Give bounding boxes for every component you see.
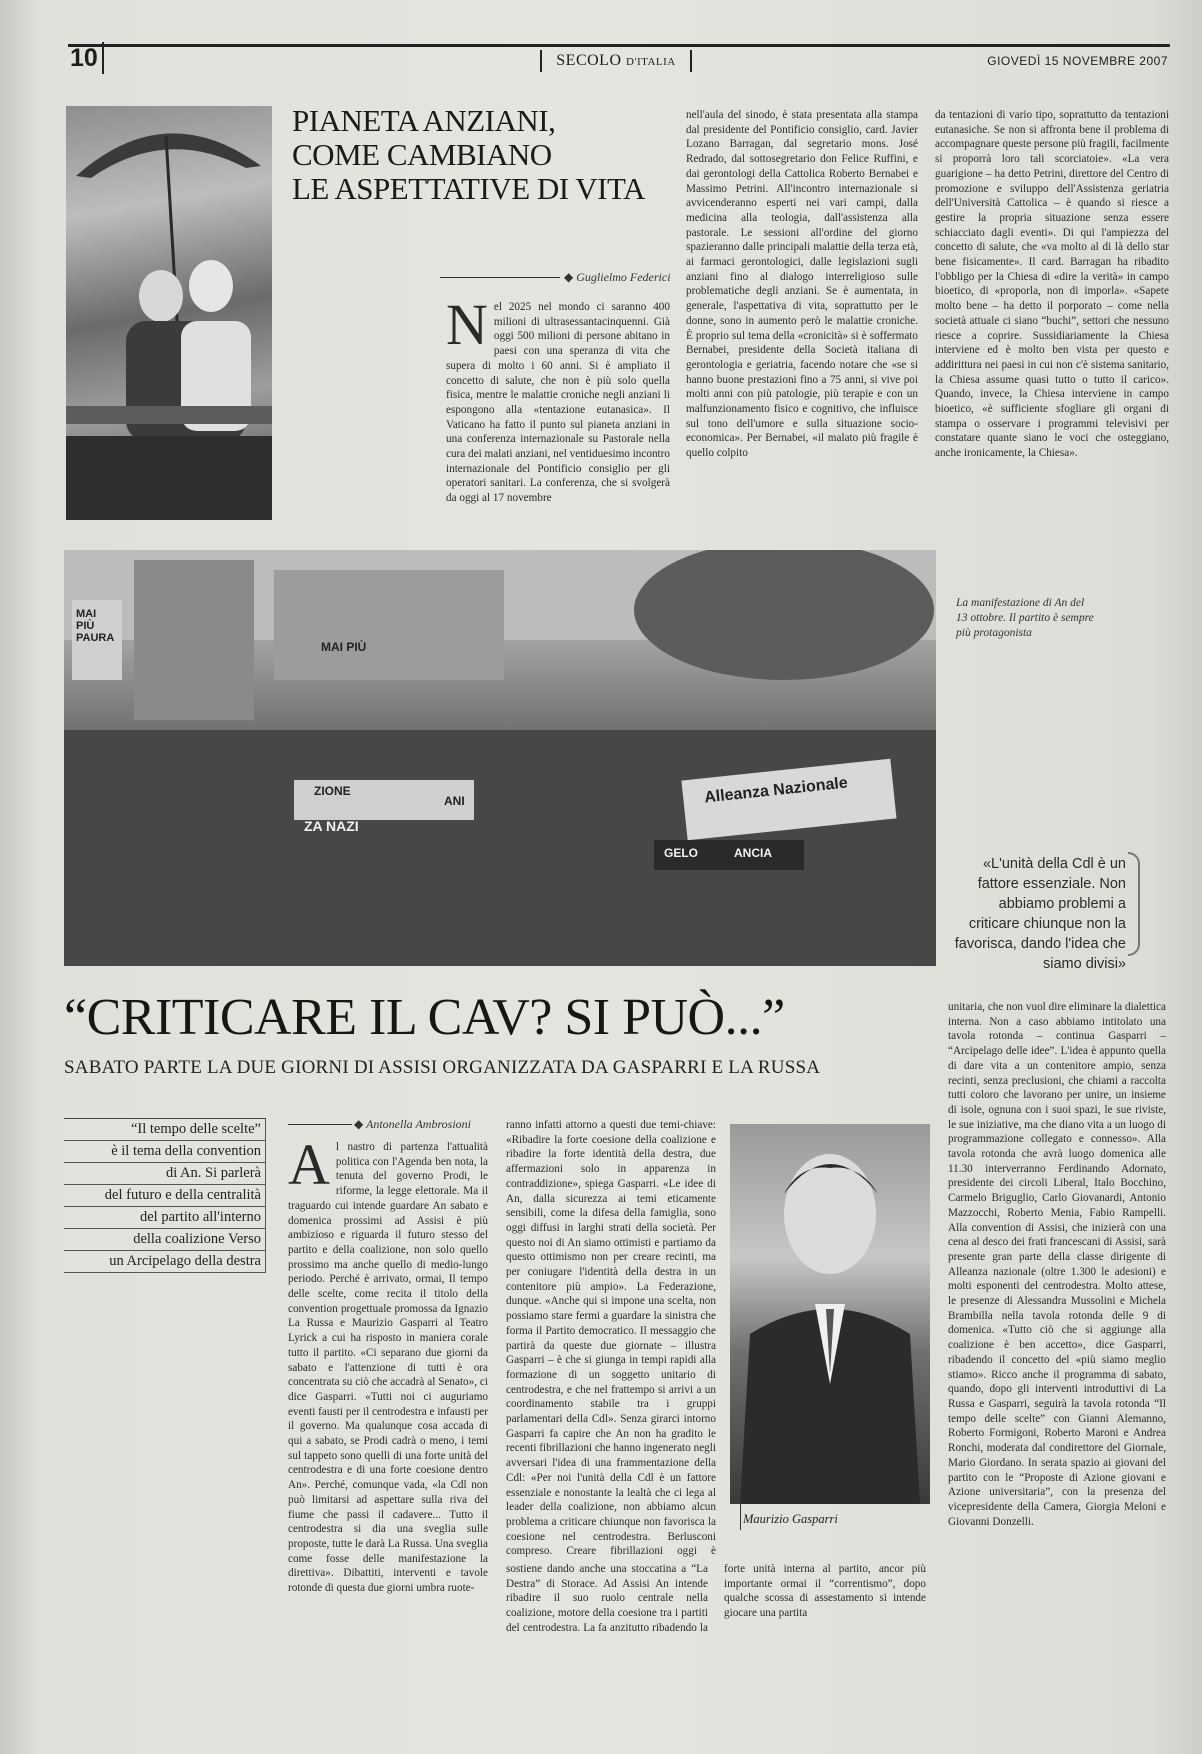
sign-ani: ANI <box>444 794 465 808</box>
article-subtitle-assisi: SABATO PARTE LA DUE GIORNI DI ASSISI ORGANIZZATA DA GASPARRI E LA RUSSA <box>64 1057 821 1078</box>
header-rule <box>68 44 1170 47</box>
title-line: PIANETA ANZIANI, <box>292 103 556 138</box>
elderly-couple-photo <box>66 106 272 520</box>
byline-rule <box>288 1124 352 1125</box>
pull-box-tempo-scelte <box>64 1118 266 1273</box>
pull-line: “Il tempo delle scelte” <box>64 1119 266 1141</box>
article2-column-2-tail: sostiene dando anche una stoccatina a “La Destra” di Storace. Ad Assisi An intende ribadire il suo ruolo centrale nella coalizione, motore della coesione tra i partiti del centrodestra. La fa anzitutto ribadendo la forte unità interna al partito, ancor più importante ormai il “correntismo”, dopo qualche scossa di assestamento si intende giocare una partita <box>506 1563 926 1634</box>
article1-column-2: nell'aula del sinodo, è stata presentata alla stampa dal presidente del Pontificio consiglio, card. Javier Lozano Barragan, dal segretario mons. José Redrado, dal sottosegretario don Felice Ruffini, e dai gerontologi della Cattolica Roberto Bernabei e Massimo Petrini. All'incontro internazionale si avvicenderanno esperti nei vari campi, dalla medicina alla teologia, dall'assistenza alla pastorale. Le sessioni all'ordine del giorno spazieranno dalle principali malattie della terza età, ai farmaci gerontologici, dalle legislazioni sugli anziani fino al dialogo interreligioso sulle problematiche degli anziani. Se è aumentata, in generale, l'aspettativa di vita, soprattutto per le donne, sono in aumento però le malattie croniche. È proprio sul tema della «cronicità» si è soffermato Bernabei, presidente della Società italiana di gerontologia e geriatria, facendo notare che «se si hanno buone prestazioni fino a 75 anni, si vive poi molti anni con più patologie, più terapie e con un malfunzionamento fisico e cognitivo, che influisce sul tono dell'umore e sulla situazione socio-economica». Per Bernabei, «il malato più fragile è quello colpito <box>686 109 918 460</box>
masthead-title: SECOLO <box>556 52 622 69</box>
title-line: LE ASPETTATIVE DI VITA <box>292 171 645 206</box>
dropcap: N <box>446 300 488 357</box>
caption-bar <box>740 1500 741 1530</box>
pull-line: del futuro e della centralità <box>64 1185 266 1207</box>
article2-column-2: ranno infatti attorno a questi due temi-chiave: «Ribadire la forte coesione della coalizione e ribadire la forte identità della destra, due affermazioni solo in apparenza in contraddizione», spiega Gasparri. «Le idee di An, dalla sicurezza ai temi eticamente sensibili, come la difesa della famiglia, sono oggi diffusi in larghi strati della società. Per questo noi di An siamo ottimisti e partiamo da questo ottimismo non per creare recinti, ma per coniugare l'identità della destra in un contenitore più ampio». La Federazione, dunque. «Anche qui si impone una scelta, non possiamo stare fermi a guardare la sinistra che forma il Partito democratico. Il messaggio che partirà da queste due giornate – illustra Gasparri – è che si giunga in tempi rapidi alla formazione di un soggetto unitario di centrodestra, e che nel frattempo si arrivi a un coordinamento stabile tra i gruppi parlamentari della Cdl». Senza girarci intorno Gasparri fa capire che An non ha gradito le recenti fibrillazioni che hanno ingenerato negli avversari l'idea di una frammentazione della Cdl: «Per noi l'unità della Cdl è un fattore essenziale e nonostante la lealtà che ci lega al leader della coalizione, non abbiamo alcun problema a criticare chiunque non favorisca la coesione nel centrodestra. Berlusconi compreso. Creare fibrillazioni oggi è <box>506 1119 716 1558</box>
crowd-demonstration-photo <box>64 550 936 966</box>
article-title-criticare: “CRITICARE IL CAV? SI PUÒ...” <box>64 989 785 1046</box>
sign-gelo: GELO <box>664 846 699 860</box>
pull-line: del partito all'interno <box>64 1207 266 1229</box>
article1-column-1: Nel 2025 nel mondo ci saranno 400 milioni di ultrasessantacinquenni. Già oggi 500 milioni di persone abitano in paesi con una speranza di vita che supera di molto i 60 anni. Si è ampliato il concetto di salute, che non è più solo quella fisica, mentre le malattie croniche negli anziani li espongono alla «tentazione eutanasica». Il Vaticano ha fatto il punto sul pianeta anziani in una conferenza internazionale su Pastorale nella cura dei malati anziani, nel ventiduesimo incontro internazionale del Pontificio consiglio per gli operatori sanitari. La conferenza, che si svolgerà da oggi al 17 novembre <box>446 300 670 505</box>
sign-mai-piu: MAI PIÙ <box>321 640 367 654</box>
crowd-photo-caption: La manifestazione di An del 13 ottobre. Il partito è sempre più protagonista <box>956 597 1094 639</box>
page-number: 10 <box>70 42 104 74</box>
pull-line: un Arcipelago della destra <box>64 1251 266 1273</box>
sign-alleanza: Alleanza Nazionale <box>703 774 849 807</box>
masthead-small: D'ITALIA <box>626 56 676 68</box>
sign-mai-piu-paura: MAI PIÙ PAURA <box>76 608 115 644</box>
masthead <box>540 50 692 72</box>
pull-line: della coalizione Verso <box>64 1229 266 1251</box>
sign-za-nazi: ZA NAZI <box>304 818 359 834</box>
byline-federici: ◆ Guglielmo Federici <box>564 270 671 284</box>
dropcap: A <box>288 1140 330 1197</box>
byline-ambrosioni: ◆ Antonella Ambrosioni <box>354 1117 472 1131</box>
sign-ancia: ANCIA <box>734 846 772 860</box>
article2-column-3: unitaria, che non vuol dire eliminare la dialettica interna. Non a caso abbiamo intitolato una tavola rotonda – continua Gasparri – “Arcipelago delle idee”. L'idea è appunto quella di dare vita a un contenitore ampio, senza recinti, senza preclusioni, che chiami a raccolta tutti coloro che lavorano per unire, un insieme di isole, ognuna con i suoi spazi, le sue riviste, le sue iniziative, ma che diano vita a un luogo di programmazione collegato e connesso». Alla tavola rotonda che avrà luogo domenica alle 11.30 interverranno Ferdinando Adornato, presidente dei circoli Liberal, Italo Bocchino, Carmelo Briguglio, Carlo Giovanardi, Antonio Mazzocchi, Roberto Menia, Fabio Rampelli. Alla convention di Assisi, che inizierà con una cena al desco dei frati francescani di Assisi, sarà presente gran parte della classe dirigente di Alleanza nazionale (oltre 1.300 le adesioni) e molti esponenti del centrodestra. Molto attese, le presenze di Alessandra Mussolini e Michela Brambilla nella tavola rotonda delle 9 di domenica. «Tutto ciò che si aggiunge alla coalizione è ben accetto», dice Gasparri, ribadendo il concetto del «più siamo meglio stiamo». Ricco anche il programma di sabato, quando, dopo gli interventi introduttivi di La Russa e Gasparri, seguirà la tavola rotonda “Il tempo delle scelte” con Gianni Alemanno, Roberto Formigoni, Roberto Maroni e Andrea Ronchi, moderata dal condirettore del Giornale, Mario Giordano. In serata spazio ai giovani del partito con le “Proposte di Azione giovani e Azione universitaria”, con la presenza del vicepresidente della Camera, Giorgia Meloni e Giovanni Donzelli. <box>948 1001 1166 1528</box>
gasparri-portrait-photo <box>730 1124 930 1504</box>
article-title-anziani <box>292 104 682 206</box>
article1-column-3: da tentazioni di vario tipo, soprattutto da tentazioni eutanasiche. Se non si affronta bene il problema di accompagnare queste persone più fragili, facilmente si proporrà loro tali scorciatoie». «La vera guarigione – ha detto Petrini, direttore del Centro di promozione e sviluppo dell'Assistenza geriatria dell'Università Cattolica – è quando si riesce a gestire la propria situazione senza essere schiacciato dagli eventi». Di qui l'ampiezza del concetto di salute, che «va molto al di là dello star bene fisicamente». Il card. Barragan ha ribadito l'obbligo per la Chiesa di «dire la verità» in campo bioetico, di «proporla, non di imporla». «Sapete molto bene – ha detto il porporato – come nella società attuale ci siano “buchi”, settori che nessuno riesce a coprire. Sussidiariamente la Chiesa interviene ed è molto ben vista per questo e addirittura nei paesi in cui non c'è sistema sanitario, la Chiesa assume quasi tutto o tutto il carico». Quando, invece, la Chiesa interviene in campo bioetico, «è sufficiente sfogliare gli organi di stampa o osservare i programmi televisivi per constatare quante siano le voci che osteggiano, anche ironicamente, la Chiesa». <box>935 109 1169 460</box>
pull-line: è il tema della convention <box>64 1141 266 1163</box>
article2-column-1: Al nastro di partenza l'attualità politica con l'Agenda ben nota, la tenuta del governo Prodi, le riforme, la legge elettorale. Ma il traguardo cui intende guardare An sabato e domenica prossimi ad Assisi è più ambizioso e riguarda il futuro stesso del partito e della coalizione, non solo quello prossimo ma anche quello di medio-lungo periodo. Perché è arrivato, ormai, Il tempo delle scelte, come recita il titolo della convention progettuale promossa da Ignazio La Russa e Maurizio Gasparri al Teatro Lyrick a cui ha risposto in maniera corale tutto il partito. «Ci separano due giorni da sabato e l'attenzione di tutti è ora concentrata su ciò che accadrà al Senato», ci dice Gasparri. «Tutti noi ci auguriamo eventi fausti per il centrodestra e infausti per il governo. Ma qualunque cosa accada di qui a sabato, se Prodi cadrà o meno, i temi sul tappeto sono quelli di una forte unità del centrodestra e di una forte coesione dentro An». Perché, comunque vada, «la Cdl non può limitarsi ad aspettare sulla riva del fiume che passi il cadavere... Tutto il centrodestra si dia una sveglia sulle proposte, tutte le darà La Russa. Una sveglia come fosse delle manifestazione la direttiva». Dibattiti, interventi e tavole rotonde di questa due giorni umbra ruote- <box>288 1140 488 1595</box>
sign-zione: ZIONE <box>314 784 351 798</box>
header-date: GIOVEDÌ 15 NOVEMBRE 2007 <box>987 54 1168 68</box>
pull-quote-unita: «L'unità della Cdl è un fattore essenziale. Non abbiamo problemi a criticare chiunque non la favorisca, dando l'idea che siamo divisi» <box>954 856 1126 972</box>
pull-line: di An. Si parlerà <box>64 1163 266 1185</box>
byline-rule <box>440 277 560 278</box>
gasparri-photo-caption: Maurizio Gasparri <box>743 1512 838 1526</box>
quote-brace <box>1128 852 1140 956</box>
title-line: COME CAMBIANO <box>292 137 552 172</box>
